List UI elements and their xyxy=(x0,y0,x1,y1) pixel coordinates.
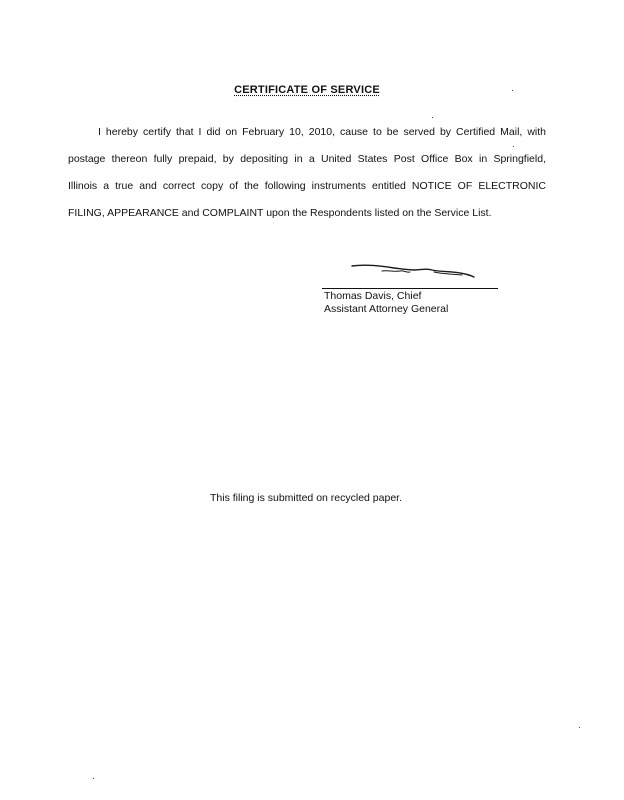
scan-speck xyxy=(432,117,433,118)
scan-speck xyxy=(512,90,513,91)
signer-title: Assistant Attorney General xyxy=(324,303,449,315)
body-line-2: postage thereon fully prepaid, by depositing in a United States Post Office Box in Springfield, xyxy=(68,153,546,165)
body-line-3: Illinois a true and correct copy of the following instruments entitled NOTICE OF ELECTRONIC xyxy=(68,180,546,192)
scan-speck xyxy=(513,146,514,147)
signature-line xyxy=(322,288,498,289)
scan-speck xyxy=(579,727,580,728)
body-line-1: I hereby certify that I did on February 10, 2010, cause to be served by Certified Mail, with xyxy=(98,126,546,138)
body-line-4: FILING, APPEARANCE and COMPLAINT upon the Respondents listed on the Service List. xyxy=(68,207,492,219)
handwritten-signature xyxy=(322,258,500,288)
recycled-paper-note: This filing is submitted on recycled paper. xyxy=(209,492,402,504)
scan-speck xyxy=(93,778,94,779)
signer-name: Thomas Davis, Chief xyxy=(324,290,422,302)
page-title: CERTIFICATE OF SERVICE xyxy=(234,84,380,96)
